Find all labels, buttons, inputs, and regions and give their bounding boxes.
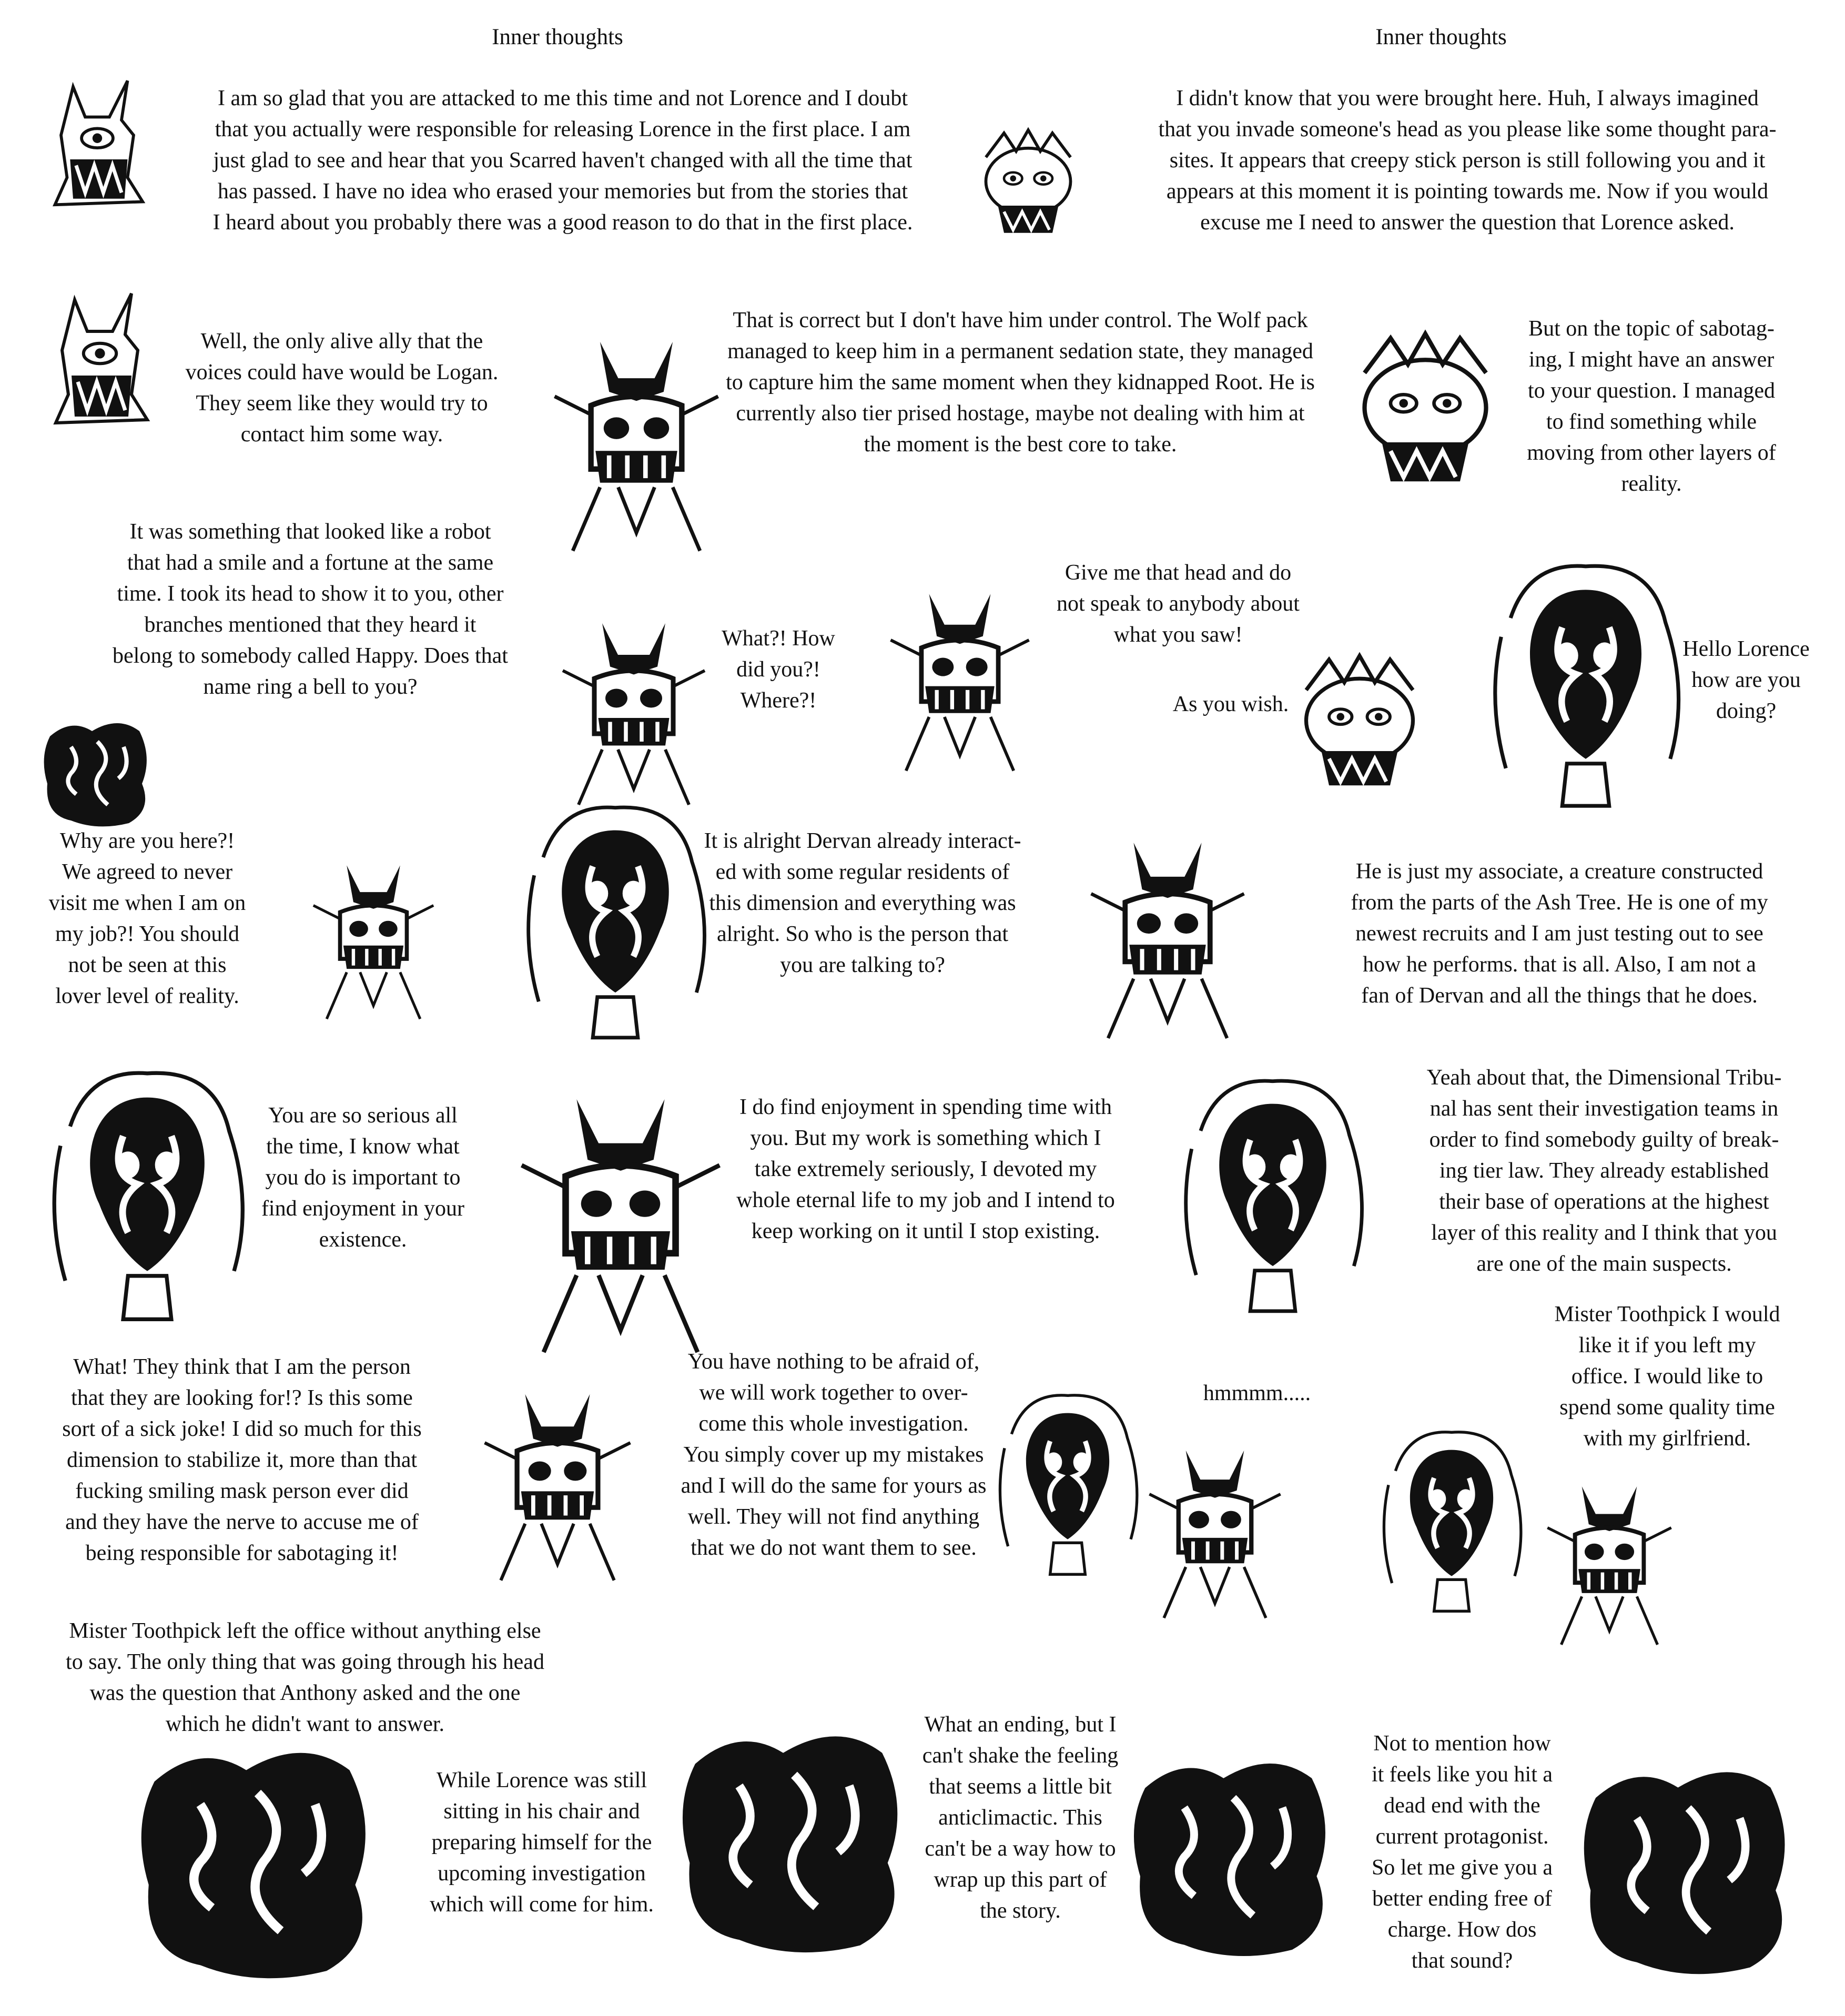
toothpick-speech-text: That is correct but I don't have him under control. The Wolf pack managed to keep him in a permanent sedation state, they managed to capture him the same moment when they kidnapped Root. He is currently also tier prised hostage, maybe not dealing with him at the moment is the best core to take. bbox=[726, 308, 1315, 457]
lorence-figure bbox=[1283, 636, 1436, 805]
toothpick-speech-text: He is just my associate, a creature constructed from the parts of the Ash Tree. He is one of my newest recruits and I am just testing out to see how he performs. that is all. Also, I am not a fan of Dervan and all the things that he does. bbox=[1351, 859, 1768, 1008]
toothpick-figure bbox=[1131, 1436, 1299, 1625]
couple-speech-text: hmmmm..... bbox=[1203, 1381, 1311, 1405]
lorence-speech-text: But on the topic of sabotag- ing, I might have an answer to your question. I managed to find something while moving from other layers of reality. bbox=[1527, 317, 1776, 496]
shadow-figure bbox=[1126, 1741, 1341, 1972]
toothpick-speech-text: What! They think that I am the person that they are looking for!? Is this some sort of a sick joke! I did so much for this dimension to stabilize it, more than that fucking smiling mask person ever did and they have the nerve to accuse me of being responsible for sabotaging it! bbox=[62, 1355, 422, 1565]
shadow-figure bbox=[1567, 1757, 1809, 1983]
girlfriend-figure bbox=[1152, 1068, 1394, 1320]
toothpick-speech-text: Give me that head and do not speak to anybody about what you saw! bbox=[1057, 561, 1300, 647]
toothpick-figure bbox=[1052, 826, 1283, 1047]
hand-figure bbox=[21, 715, 174, 831]
lorence-figure bbox=[37, 68, 158, 226]
toothpick-speech-text: I do find enjoyment in spending time with you. But my work is something which I take extremely seriously, I devoted my whole eternal life to my job and I intend to keep working on it until I stop existing. bbox=[736, 1095, 1115, 1243]
lorence-shadow-figure bbox=[110, 1736, 405, 1988]
lorence-figure bbox=[37, 284, 163, 442]
girlfriend-figure bbox=[32, 1057, 263, 1331]
girlfriend-speech-text: It is alright Dervan already interact- ed with some regular residents of this dimension and everything was alright. So who is the person that you are talking to? bbox=[704, 829, 1021, 977]
lorence-speech-text: It was something that looked like a robot that had a smile and a fortune at the same time. I took its head to show it to you, other branches mentioned that they heard it belong to somebody called Happy. Does that name ring a bell to you? bbox=[113, 520, 508, 699]
toothpick-shadow-figure bbox=[673, 1694, 915, 1988]
girlfriend-speech-text: Yeah about that, the Dimensional Tribu- nal has sent their investigation teams in order to find somebody guilty of break- ing tier law. They already established their base of operations at the highest layer of this reality and I think that you are one of the main suspects. bbox=[1426, 1066, 1782, 1276]
lorence-speech-text: As you wish. bbox=[1172, 692, 1289, 716]
girlfriend-speech-text: Mister Toothpick I would like it if you left my office. I would like to spend some quality time with my girlfriend. bbox=[1554, 1302, 1780, 1451]
narration-text: Mister Toothpick left the office without anything else to say. The only thing that was going through his head was the question that Anthony asked and the one which he didn't want to answer. bbox=[66, 1619, 544, 1736]
narrator-speech-text: What an ending, but I can't shake the feeling that seems a little bit anticlimactic. This can't be a way how to wrap up this part of the story. bbox=[922, 1713, 1119, 1923]
lorence-thought-text: I am so glad that you are attacked to me this time and not Lorence and I doubt that you actually were responsible for releasing Lorence in the first place. I am just glad to see and hear that you Scarred haven't changed with all the time that has passed. I have no idea who erased your memories but from the stories that I heard about you probably there was a good reason to do that in the first place. bbox=[212, 86, 913, 235]
toothpick-figure bbox=[547, 605, 721, 815]
toothpick-figure bbox=[1525, 1473, 1694, 1652]
lorence-figure bbox=[1336, 321, 1515, 494]
toothpick-figure bbox=[273, 852, 473, 1026]
inner-thoughts-header-left: Inner thoughts bbox=[492, 25, 623, 49]
narrator-speech-text: Not to mention how it feels like you hit a dead end with the current protagonist. So let me give you a better ending free of charge. How dos that sound? bbox=[1371, 1731, 1553, 1973]
toothpick-speech-text: Why are you here?! We agreed to never visit me when I am on my job?! You should not be seen at this lover level of reality. bbox=[48, 829, 246, 1008]
toothpick-figure bbox=[452, 1378, 663, 1588]
toothpick-speech-text: What?! How did you?! Where?! bbox=[722, 626, 835, 713]
inner-thoughts-header-right: Inner thoughts bbox=[1375, 25, 1507, 49]
girlfriend-speech-text: You are so serious all the time, I know what you do is important to find enjoyment in your existence. bbox=[261, 1103, 465, 1252]
lorence-speech-text: Well, the only alive ally that the voices could have would be Logan. They seem like they would try to contact him some way. bbox=[185, 329, 499, 447]
scarred-figure bbox=[968, 121, 1089, 242]
girlfriend-speech-text: Hello Lorence how are you doing? bbox=[1682, 637, 1810, 723]
couple-figure bbox=[984, 1367, 1152, 1599]
narration-text: While Lorence was still sitting in his chair and preparing himself for the upcoming investigation which will come for him. bbox=[430, 1768, 654, 1917]
scarred-thought-text: I didn't know that you were brought here. Huh, I always imagined that you invade someone's head as you please like some thought para- sites. It appears that creepy stick person is still following you and it appears at this moment it is pointing towards me. Now if you would excuse me I need to answer the question that Lorence asked. bbox=[1158, 86, 1777, 235]
girlfriend-speech-text: You have nothing to be afraid of, we will work together to over- come this whole investigation. You simply cover up my mistakes and I will do the same for yours as well. They will not find anything that we do not want them to see. bbox=[681, 1350, 987, 1560]
